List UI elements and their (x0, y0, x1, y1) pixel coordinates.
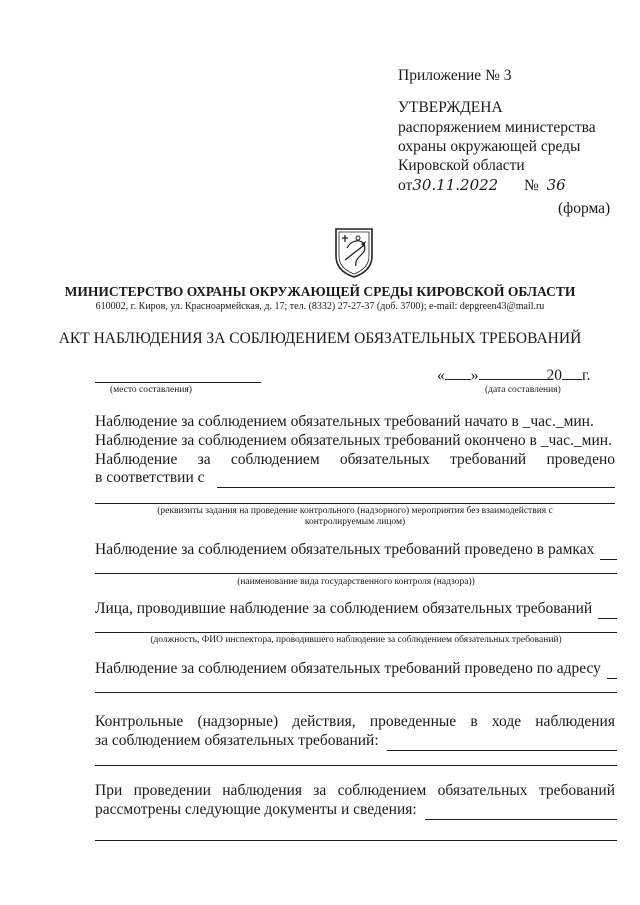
task-details-field-2[interactable] (95, 503, 615, 504)
place-field[interactable] (95, 382, 261, 383)
year-prefix: 20 (546, 367, 562, 384)
control-type-field[interactable] (600, 545, 617, 560)
date-caption: (дата составления) (485, 385, 561, 395)
docs-label: рассмотрены следующие документы и сведения: (95, 801, 417, 818)
task-caption-line-1: (реквизиты задания на проведение контрольного (надзорного) мероприятия без взаимодействия с (157, 506, 553, 516)
order-line-2: охраны окружающей среды (398, 138, 581, 155)
actions-line-2 (95, 731, 617, 751)
persons-field[interactable] (598, 604, 617, 619)
in-accordance-line (95, 468, 615, 488)
within-frame-line (95, 540, 617, 560)
persons-label: Лица, проводившие наблюдение за соблюдением обязательных требований (95, 600, 593, 617)
document-title: АКТ НАБЛЮДЕНИЯ ЗА СОБЛЮДЕНИЕМ ОБЯЗАТЕЛЬНЫХ ТРЕБОВАНИЙ (58, 330, 582, 347)
docs-line-1: При проведении наблюдения за соблюдением обязательных требований (95, 782, 615, 799)
month-field[interactable] (479, 367, 547, 380)
date-prefix: от (398, 177, 413, 194)
place-caption: (место составления) (110, 385, 192, 395)
actions-line-1: Контрольные (надзорные) действия, проведенные в ходе наблюдения (95, 713, 615, 730)
order-date-line (398, 175, 566, 196)
order-line-3: Кировской области (398, 157, 525, 174)
address-line (95, 659, 617, 679)
task-details-field[interactable] (217, 473, 615, 488)
persons-field-2[interactable] (95, 632, 617, 633)
address-field-2[interactable] (95, 692, 617, 693)
appendix-label: Приложение № 3 (398, 67, 512, 84)
observation-started: Наблюдение за соблюдением обязательных требований начато в _час._мин. (95, 413, 594, 430)
address-label: Наблюдение за соблюдением обязательных требований проведено по адресу (95, 660, 601, 677)
order-date: 30.11.2022 (412, 176, 499, 194)
control-caption: (наименование вида государственного контроля (надзора)) (237, 577, 475, 587)
actions-field-2[interactable] (95, 765, 617, 766)
address-field[interactable] (607, 664, 617, 679)
observation-ended: Наблюдение за соблюдением обязательных требований окончено в _час._мин. (95, 432, 612, 449)
year-suffix: г. (582, 367, 591, 384)
number-prefix: № (523, 177, 539, 194)
order-number: 36 (546, 176, 566, 194)
inspector-caption: (должность, ФИО инспектора, проводившего наблюдение за соблюдением обязательных требований) (150, 635, 562, 645)
form-label: (форма) (558, 200, 611, 217)
conducted-line: Наблюдение за соблюдением обязательных требований проведено (95, 451, 615, 468)
actions-field[interactable] (387, 736, 617, 751)
control-type-field-2[interactable] (95, 573, 617, 574)
ministry-name: МИНИСТЕРСТВО ОХРАНЫ ОКРУЖАЮЩЕЙ СРЕДЫ КИРОВСКОЙ ОБЛАСТИ (64, 284, 576, 299)
docs-field[interactable] (425, 805, 617, 820)
task-caption-line-2: контролируемым лицом) (304, 517, 406, 527)
in-accordance-label: в соответствии с (95, 469, 205, 486)
kirov-coat-of-arms-icon (333, 226, 375, 278)
within-frame-label: Наблюдение за соблюдением обязательных требований проведено в рамках (95, 541, 595, 558)
date-field: « » 20 г. (437, 367, 591, 384)
ministry-address: 610002, г. Киров, ул. Красноармейская, д. 17; тел. (8332) 27-27-37 (доб. 3700); e-mail: depgreen43@mail.ru (95, 301, 545, 312)
day-field[interactable] (445, 367, 471, 380)
order-line-1: распоряжением министерства (398, 119, 596, 136)
docs-line-2 (95, 800, 617, 820)
year-field[interactable] (562, 367, 582, 380)
docs-field-2[interactable] (95, 840, 617, 841)
persons-line (95, 599, 617, 619)
approved-label: УТВЕРЖДЕНА (398, 99, 503, 116)
actions-label: за соблюдением обязательных требований: (95, 732, 379, 749)
